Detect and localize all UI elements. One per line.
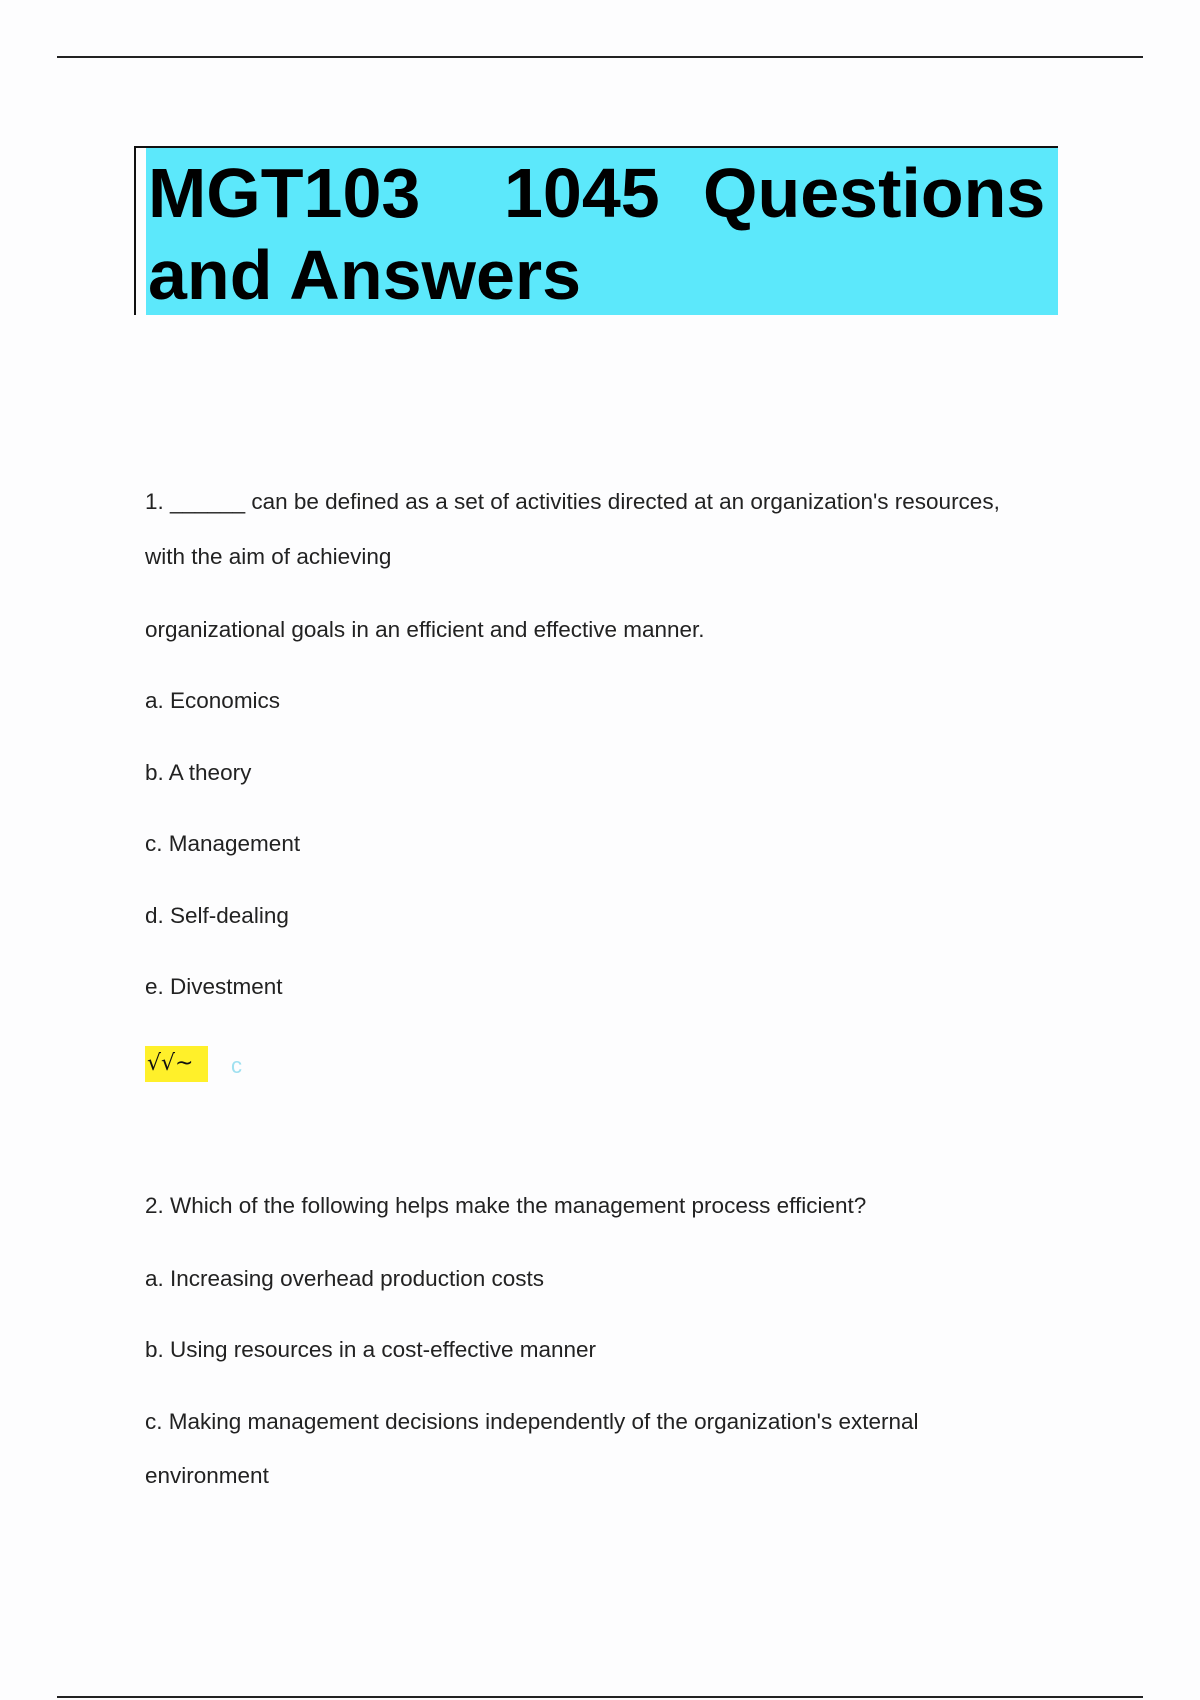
question-2-option-b: b. Using resources in a cost-effective manner xyxy=(145,1337,597,1362)
answer-checkmark-icon: √√~ xyxy=(145,1046,208,1082)
question-2-stem: 2. Which of the following helps make the management process efficient? xyxy=(145,1193,867,1218)
bottom-rule xyxy=(57,1696,1143,1698)
question-1-option-c: c. Management xyxy=(145,831,301,856)
title-count: 1045 xyxy=(504,154,660,232)
top-rule xyxy=(57,56,1143,58)
question-2-option-a: a. Increasing overhead production costs xyxy=(145,1266,544,1291)
question-1-option-e: e. Divestment xyxy=(145,974,283,999)
question-1-stem-line-2: with the aim of achieving xyxy=(145,544,392,569)
title-course-code: MGT103 xyxy=(148,154,421,232)
question-1-option-d: d. Self-dealing xyxy=(145,903,289,928)
question-1-stem-line-1: 1. ______ can be defined as a set of activities directed at an organization's resources, xyxy=(145,489,1000,514)
question-1-option-a: a. Economics xyxy=(145,688,281,713)
title-banner xyxy=(134,146,1058,315)
question-1-answer: c xyxy=(231,1053,242,1078)
question-2-option-c-continued: environment xyxy=(145,1463,269,1488)
question-1-option-b: b. A theory xyxy=(145,760,252,785)
question-2-option-c: c. Making management decisions independently of the organization's external xyxy=(145,1409,919,1434)
question-1-stem-line-3: organizational goals in an efficient and effective manner. xyxy=(145,617,705,642)
title-questions-word: Questions xyxy=(703,154,1046,232)
title-line-2: and Answers xyxy=(148,236,582,314)
